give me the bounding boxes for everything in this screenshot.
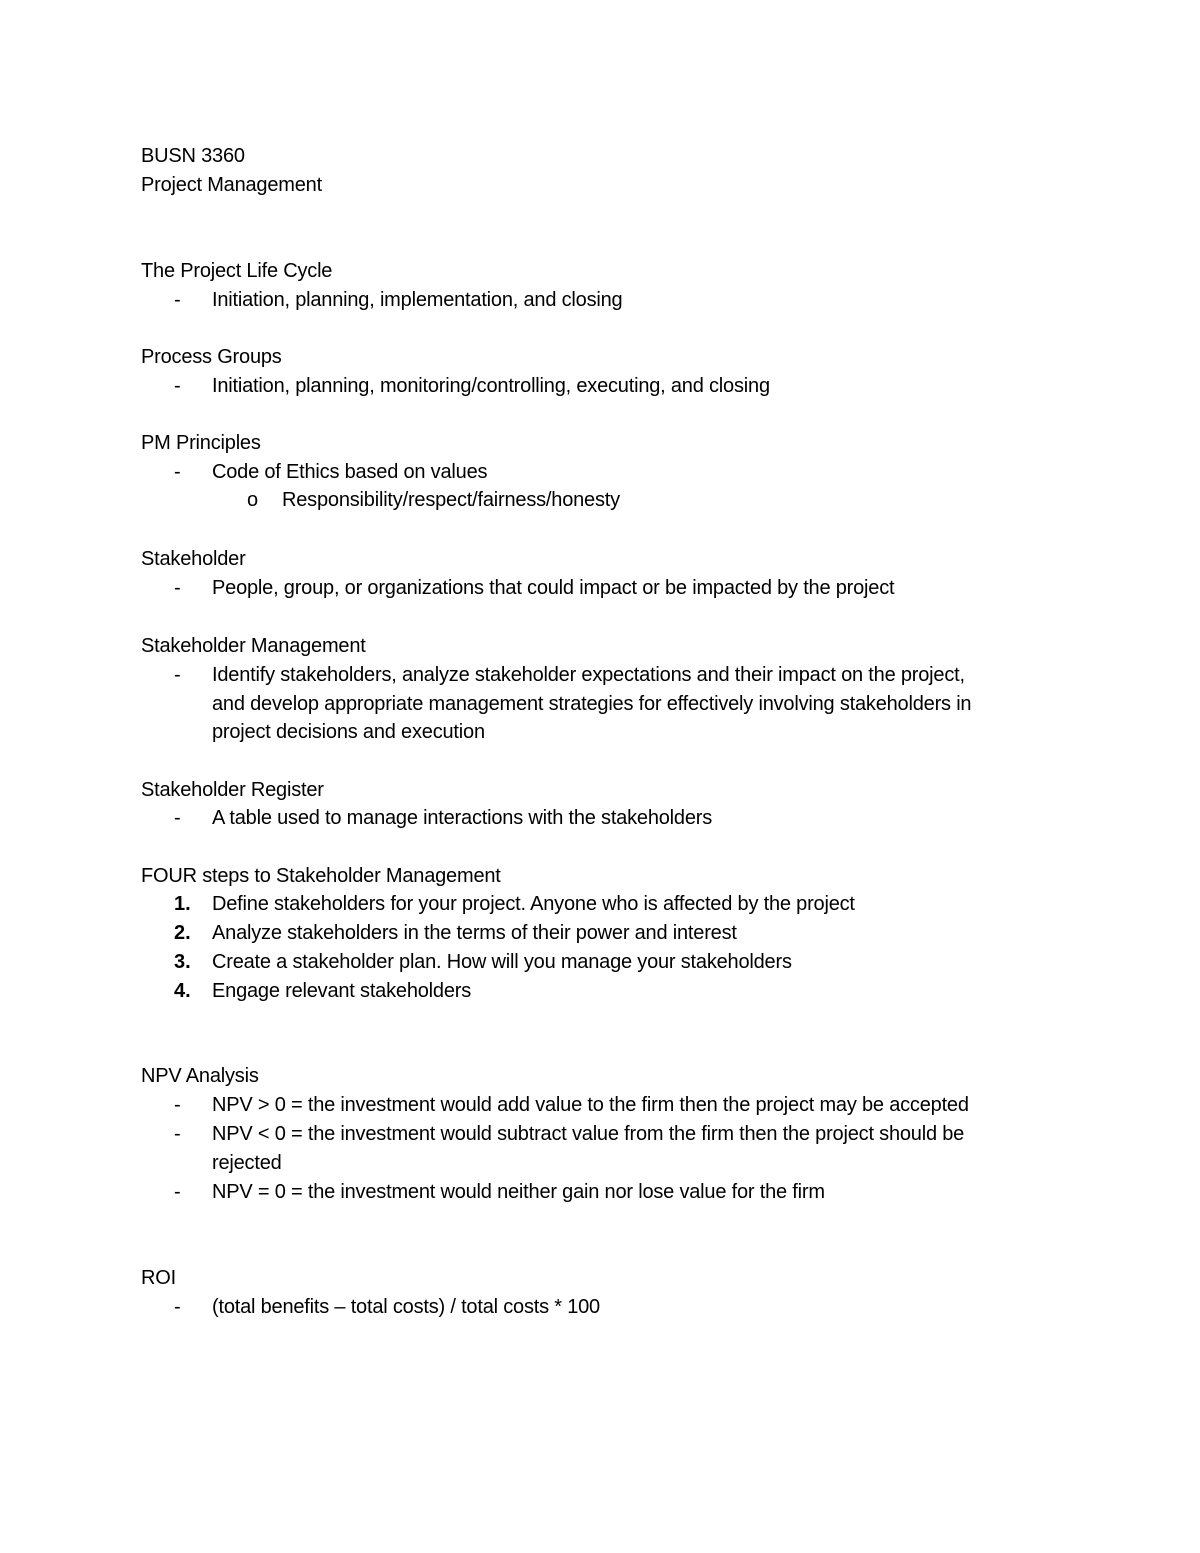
bullet-marker: - [174, 1123, 181, 1145]
bullet-text-roi: (total benefits – total costs) / total costs * 100 [212, 1296, 600, 1318]
step-text: Analyze stakeholders in the terms of their power and interest [212, 922, 737, 944]
section-heading-roi: ROI [141, 1267, 176, 1289]
bullet-text-line: Identify stakeholders, analyze stakeholder expectations and their impact on the project, [212, 664, 965, 686]
bullet-text-npv-continued: rejected [212, 1152, 282, 1174]
section-heading-stakeholder-management: Stakeholder Management [141, 635, 366, 657]
bullet-marker: - [174, 1296, 181, 1318]
step-number: 3. [174, 951, 191, 973]
section-heading-four-steps: FOUR steps to Stakeholder Management [141, 865, 501, 887]
bullet-marker: - [174, 577, 181, 599]
bullet-marker: - [174, 664, 181, 686]
bullet-text-stakeholder: People, group, or organizations that could impact or be impacted by the project [212, 577, 895, 599]
bullet-text-life-cycle: Initiation, planning, implementation, and closing [212, 289, 623, 311]
bullet-marker: - [174, 375, 181, 397]
bullet-text-npv: NPV = 0 = the investment would neither gain nor lose value for the firm [212, 1181, 825, 1203]
step-number: 4. [174, 980, 191, 1002]
step-text: Create a stakeholder plan. How will you manage your stakeholders [212, 951, 792, 973]
step-text: Engage relevant stakeholders [212, 980, 472, 1002]
sub-bullet-marker: o [247, 489, 259, 511]
section-heading-life-cycle: The Project Life Cycle [141, 260, 333, 282]
section-heading-process-groups: Process Groups [141, 346, 282, 368]
bullet-marker: - [174, 807, 181, 829]
bullet-text-line: and develop appropriate management strategies for effectively involving stakeholders in [212, 693, 972, 715]
bullet-marker: - [174, 461, 181, 483]
step-text: Define stakeholders for your project. Anyone who is affected by the project [212, 893, 855, 915]
step-number: 2. [174, 922, 191, 944]
bullet-text-line: project decisions and execution [212, 721, 485, 743]
sub-bullet-text-pm-principles: Responsibility/respect/fairness/honesty [282, 489, 620, 511]
section-heading-stakeholder: Stakeholder [141, 548, 246, 570]
section-heading-pm-principles: PM Principles [141, 432, 261, 454]
section-heading-npv: NPV Analysis [141, 1065, 259, 1087]
bullet-text-pm-principles: Code of Ethics based on values [212, 461, 488, 483]
bullet-marker: - [174, 1094, 181, 1116]
bullet-text-process-groups: Initiation, planning, monitoring/controlling, executing, and closing [212, 375, 770, 397]
step-number: 1. [174, 893, 191, 915]
course-name: Project Management [141, 174, 322, 196]
bullet-text-stakeholder-register: A table used to manage interactions with the stakeholders [212, 807, 713, 829]
bullet-marker: - [174, 289, 181, 311]
bullet-marker: - [174, 1181, 181, 1203]
section-heading-stakeholder-register: Stakeholder Register [141, 779, 324, 801]
bullet-text-npv: NPV > 0 = the investment would add value to the firm then the project may be accepted [212, 1094, 969, 1116]
bullet-text-npv: NPV < 0 = the investment would subtract value from the firm then the project should be [212, 1123, 965, 1145]
course-code: BUSN 3360 [141, 145, 245, 167]
